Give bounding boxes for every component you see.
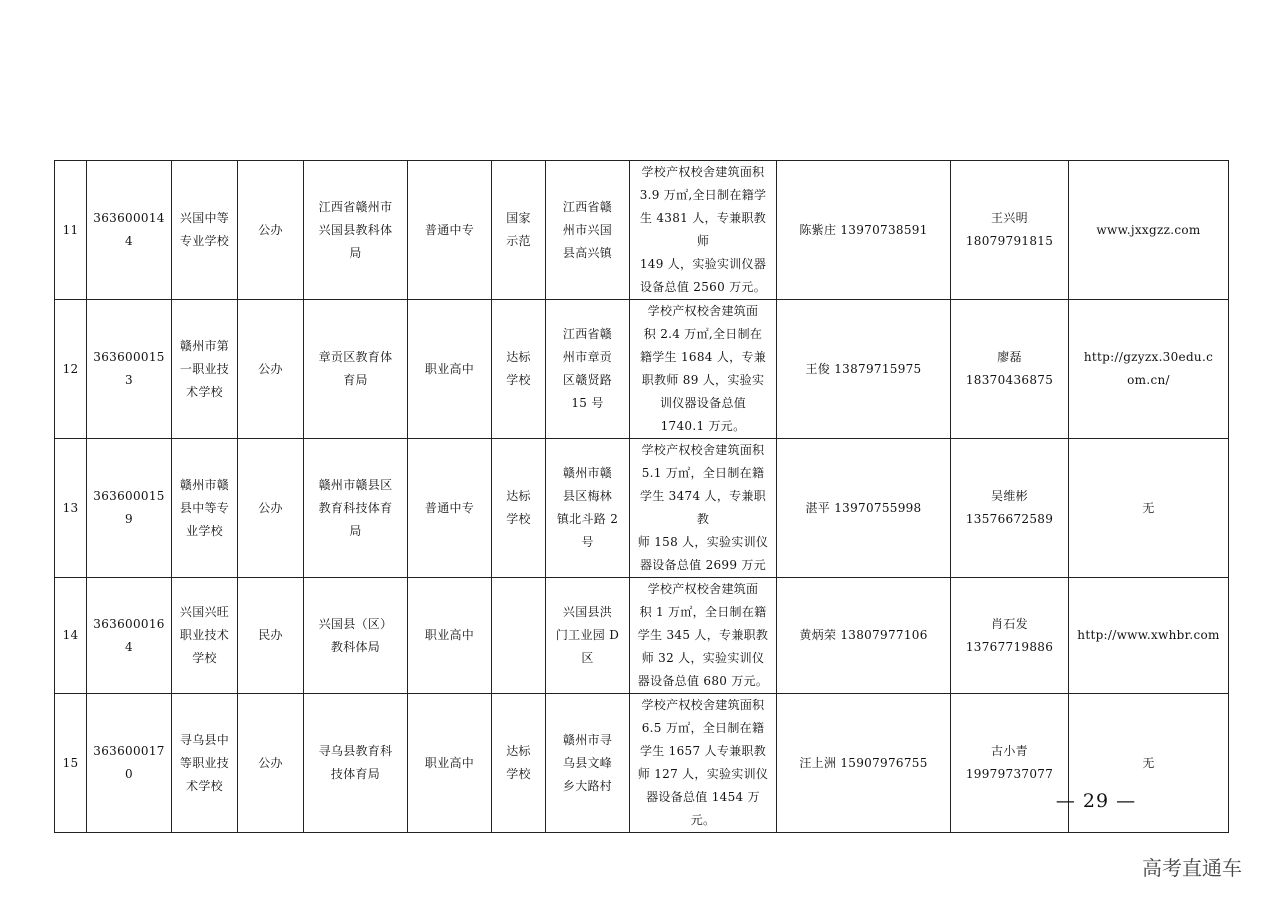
principal-cell-text: 汪上洲 15907976755 [799, 755, 928, 770]
principal-cell [777, 578, 951, 694]
authority-cell-text: 兴国县（区） 教科体局 [318, 616, 393, 654]
level-cell [492, 439, 546, 578]
level-cell [492, 161, 546, 300]
conditions-cell [630, 300, 777, 439]
row-number-cell-text: 13 [62, 500, 79, 515]
address-cell [546, 439, 630, 578]
contact-cell-text: 吴维彬 13576672589 [965, 489, 1054, 526]
school-name-cell [172, 300, 238, 439]
row-number-cell [55, 578, 87, 694]
school-type-cell-text: 公办 [258, 500, 283, 515]
school-name-cell-text: 兴国中等 专业学校 [179, 211, 230, 248]
website-cell-text: 无 [1142, 500, 1155, 515]
conditions-cell [630, 161, 777, 300]
school-type-cell [238, 161, 304, 300]
level-cell [492, 694, 546, 833]
school-code-cell-text: 3636000164 [93, 616, 165, 654]
school-type-cell-text: 公办 [258, 755, 283, 770]
school-code-cell-text: 3636000170 [93, 744, 165, 781]
school-name-cell-text: 兴国兴旺 职业技术 学校 [179, 605, 230, 665]
level-cell-text: 达标 学校 [506, 489, 531, 526]
row-number-cell-text: 12 [62, 361, 79, 376]
level-cell-text: 国家 示范 [506, 211, 531, 248]
authority-cell-text: 章贡区教育体 育局 [318, 350, 393, 387]
authority-cell-text: 赣州市赣县区 教育科技体育 局 [318, 477, 393, 538]
authority-cell [304, 578, 408, 694]
school-code-cell [87, 694, 172, 833]
school-type-cell [238, 300, 304, 439]
category-cell [408, 578, 492, 694]
school-name-cell [172, 694, 238, 833]
table-row [55, 439, 1229, 578]
level-cell-text: 达标 学校 [506, 744, 531, 781]
authority-cell-text: 江西省赣州市 兴国县教科体 局 [318, 199, 393, 260]
conditions-cell-text: 学校产权校舍建筑面 积 1 万㎡，全日制在籍 学生 345 人，专兼职教 师 32 人，实验实训仪 器设备总值 680 万元。 [637, 582, 769, 688]
address-cell-text: 赣州市寻 乌县文峰 乡大路村 [562, 732, 613, 793]
category-cell-text: 职业高中 [424, 755, 475, 770]
school-code-cell-text: 3636000159 [93, 489, 165, 526]
school-code-cell-text: 3636000153 [93, 350, 165, 387]
contact-cell [951, 694, 1069, 833]
conditions-cell-text: 学校产权校舍建筑面积 5.1 万㎡，全日制在籍 学生 3474 人，专兼职教 师 158 人，实验实训仪 器设备总值 2699 万元 [637, 443, 769, 572]
conditions-cell-text: 学校产权校舍建筑面积 6.5 万㎡，全日制在籍 学生 1657 人专兼职教 师 127 人，实验实训仪 器设备总值 1454 万元。 [637, 698, 769, 827]
contact-cell-text: 肖石发 13767719886 [965, 616, 1054, 654]
school-name-cell-text: 赣州市赣 县中等专 业学校 [179, 477, 230, 538]
website-cell [1069, 578, 1229, 694]
school-type-cell [238, 694, 304, 833]
table-row [55, 300, 1229, 439]
category-cell [408, 694, 492, 833]
authority-cell [304, 439, 408, 578]
address-cell-text: 赣州市赣 县区梅林 镇北斗路 2 号 [556, 466, 619, 549]
address-cell [546, 300, 630, 439]
school-name-cell [172, 439, 238, 578]
category-cell-text: 普通中专 [424, 222, 475, 237]
school-code-cell-text: 3636000144 [93, 211, 165, 248]
authority-cell [304, 694, 408, 833]
school-code-cell [87, 439, 172, 578]
website-cell-text: 无 [1142, 755, 1155, 770]
level-cell-text: 达标 学校 [506, 350, 531, 387]
school-code-cell [87, 578, 172, 694]
conditions-cell [630, 439, 777, 578]
conditions-cell [630, 578, 777, 694]
contact-cell-text: 古小青 19979737077 [965, 744, 1054, 781]
principal-cell [777, 694, 951, 833]
watermark-text: 高考直通车 [1142, 856, 1242, 880]
row-number-cell [55, 694, 87, 833]
school-code-cell [87, 161, 172, 300]
address-cell [546, 161, 630, 300]
category-cell-text: 职业高中 [424, 361, 475, 376]
principal-cell-text: 王俊 13879715975 [805, 361, 922, 376]
principal-cell-text: 湛平 13970755998 [805, 500, 922, 515]
address-cell [546, 694, 630, 833]
category-cell-text: 普通中专 [424, 500, 475, 515]
conditions-cell-text: 学校产权校舍建筑面 积 2.4 万㎡,全日制在 籍学生 1684 人，专兼 职教师 89 人，实验实 训仪器设备总值 1740.1 万元。 [639, 304, 767, 433]
row-number-cell [55, 161, 87, 300]
website-cell [1069, 300, 1229, 439]
school-type-cell [238, 578, 304, 694]
row-number-cell-text: 15 [62, 755, 79, 770]
website-cell-text: http://www.xwhbr.com [1077, 628, 1220, 642]
website-cell [1069, 439, 1229, 578]
category-cell-text: 职业高中 [424, 628, 475, 642]
website-cell-text: www.jxxgzz.com [1096, 222, 1201, 237]
school-type-cell-text: 公办 [258, 222, 283, 237]
school-name-cell-text: 寻乌县中 等职业技 术学校 [179, 732, 230, 793]
school-code-cell [87, 300, 172, 439]
address-cell-text: 江西省赣 州市兴国 县高兴镇 [562, 199, 613, 260]
contact-cell-text: 廖磊 18370436875 [965, 350, 1054, 387]
row-number-cell-text: 14 [62, 628, 79, 642]
row-number-cell-text: 11 [62, 222, 79, 237]
contact-cell [951, 300, 1069, 439]
table-row [55, 578, 1229, 694]
table-row [55, 161, 1229, 300]
address-cell-text: 江西省赣 州市章贡 区赣贤路 15 号 [562, 327, 613, 410]
contact-cell-text: 王兴明 18079791815 [965, 211, 1054, 248]
level-cell [492, 300, 546, 439]
contact-cell [951, 161, 1069, 300]
page-number: — 29 — [1055, 790, 1137, 812]
school-type-cell [238, 439, 304, 578]
school-table [54, 160, 1229, 833]
principal-cell [777, 300, 951, 439]
contact-cell [951, 578, 1069, 694]
category-cell [408, 161, 492, 300]
authority-cell-text: 寻乌县教育科 技体育局 [318, 744, 393, 781]
authority-cell [304, 300, 408, 439]
authority-cell [304, 161, 408, 300]
level-cell [492, 578, 546, 694]
address-cell [546, 578, 630, 694]
school-type-cell-text: 民办 [258, 628, 283, 642]
website-cell-text: http://gzyzx.30edu.c om.cn/ [1083, 350, 1214, 387]
school-type-cell-text: 公办 [258, 361, 283, 376]
conditions-cell-text: 学校产权校舍建筑面积 3.9 万㎡,全日制在籍学 生 4381 人，专兼职教师 149 人，实验实训仪器 设备总值 2560 万元。 [639, 165, 767, 294]
row-number-cell [55, 300, 87, 439]
contact-cell [951, 439, 1069, 578]
website-cell [1069, 161, 1229, 300]
row-number-cell [55, 439, 87, 578]
school-name-cell [172, 578, 238, 694]
address-cell-text: 兴国县洪 门工业园 D 区 [555, 605, 620, 665]
principal-cell [777, 161, 951, 300]
principal-cell-text: 陈紫庄 13970738591 [799, 222, 928, 237]
school-name-cell-text: 赣州市第 一职业技 术学校 [179, 338, 230, 399]
principal-cell [777, 439, 951, 578]
principal-cell-text: 黄炳荣 13807977106 [799, 628, 928, 642]
category-cell [408, 439, 492, 578]
category-cell [408, 300, 492, 439]
school-name-cell [172, 161, 238, 300]
table-row [55, 694, 1229, 833]
conditions-cell [630, 694, 777, 833]
